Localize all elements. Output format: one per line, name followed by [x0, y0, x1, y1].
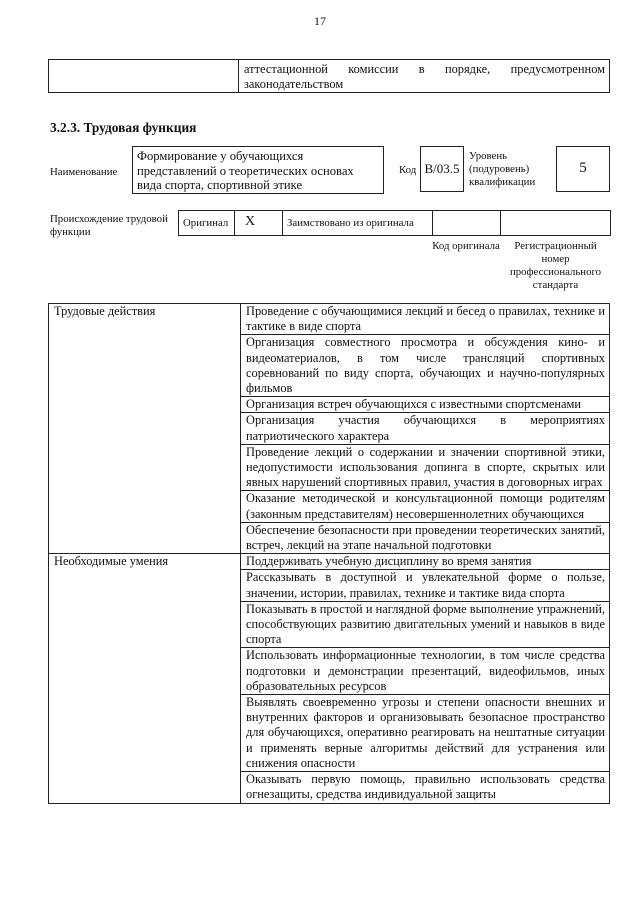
origin-divider — [500, 211, 501, 235]
section-heading: 3.2.3. Трудовая функция — [50, 120, 197, 135]
level-value: 5 — [556, 146, 610, 192]
origin-row — [178, 210, 611, 236]
code-label: Код — [399, 164, 417, 176]
table-row — [49, 304, 610, 335]
labor-action-item: Обеспечение безопасности при проведении теоретических занятий, встреч, лекций на этапе начальной подготовки — [241, 522, 610, 553]
labor-action-item: Проведение лекций о содержании и значении спортивной этики, недопустимости использования допинга в спорте, скрытых или явных нарушений спортивных правил, участия в договорных играх — [241, 444, 610, 491]
skill-item: Рассказывать в доступной и увлекательной форме о пользе, значении, истории, правилах, технике и тактике вида спорта — [241, 570, 610, 601]
continuation-line-1: аттестационной комиссии в порядке, предусмотренном — [244, 62, 605, 76]
original-label: Оригинал — [183, 217, 229, 229]
labor-action-item: Организация встреч обучающихся с известными спортсменами — [241, 397, 610, 413]
origin-divider — [282, 211, 283, 235]
function-name: Формирование у обучающихся представлений о теоретических основах вида спорта, спортивной этике — [132, 146, 384, 194]
code-value: B/03.5 — [420, 146, 464, 192]
continuation-table — [48, 59, 610, 93]
labor-action-item: Организация участия обучающихся в мероприятиях патриотического характера — [241, 413, 610, 444]
skill-item: Оказывать первую помощь, правильно использовать средства огнезащиты, средства индивидуальной защиты — [241, 772, 610, 803]
borrowed-label: Заимствовано из оригинала — [287, 217, 414, 229]
skill-item: Выявлять своевременно угрозы и степени опасности внешних и внутренних факторов и организовывать безопасное пространство для обучающихся, оперативно реагировать на нештатные ситуации и применять верные алгоритмы действий для устранения или снижения опасности — [241, 695, 610, 772]
level-label: Уровень (подуровень) квалификации — [469, 150, 536, 188]
continuation-line-2: законодательством — [244, 77, 344, 91]
code-original-caption: Код оригинала — [432, 240, 500, 252]
origin-label: Происхождение трудовой функции — [50, 213, 168, 238]
page-number: 17 — [314, 14, 326, 28]
original-mark: X — [245, 214, 256, 229]
skill-item: Поддерживать учебную дисциплину во время занятия — [241, 554, 610, 570]
labor-action-item: Оказание методической и консультационной помощи родителям (законным представителям) несовершеннолетних обучающихся — [241, 491, 610, 522]
table-row — [49, 554, 610, 570]
functions-table — [48, 303, 610, 804]
labor-action-item: Организация совместного просмотра и обсуждения кино- и видеоматериалов, в том числе трансляций спортивных соревнований по виду спорта, обучающих и научно-популярных фильмов — [241, 335, 610, 397]
origin-divider — [432, 211, 433, 235]
continuation-divider — [238, 60, 239, 92]
skill-item: Показывать в простой и наглядной форме выполнение упражнений, способствующих развитию двигательных умений и навыков в виде спорта — [241, 601, 610, 648]
skill-category: Необходимые умения — [49, 554, 241, 803]
name-label: Наименование — [50, 166, 118, 178]
skill-item: Использовать информационные технологии, в том числе средства подготовки и демонстрации презентаций, видеофильмов, иных образовательных ресурсов — [241, 648, 610, 695]
reg-number-caption: Регистрационный номер профессионального стандарта — [509, 240, 602, 291]
labor-action-category: Трудовые действия — [49, 304, 241, 554]
labor-action-item: Проведение с обучающимися лекций и бесед о правилах, технике и тактике в виде спорта — [241, 304, 610, 335]
origin-divider — [234, 211, 235, 235]
